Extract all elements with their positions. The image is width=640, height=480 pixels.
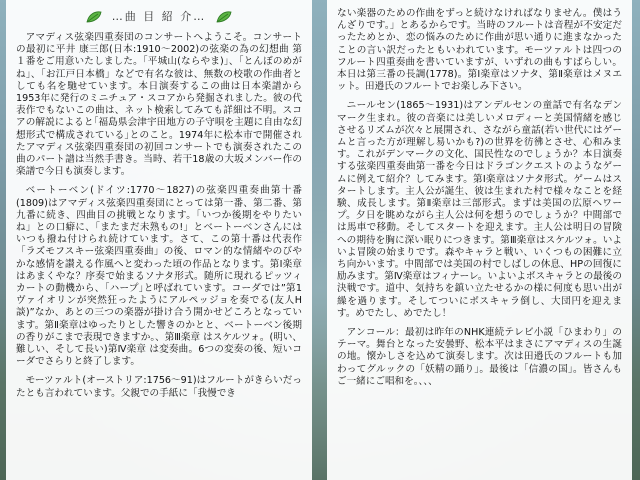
paragraph-nielsen: ニールセン(1865〜1931)はアンデルセンの童話で有名なデンマーク生まれ。彼の音楽には美しいメロディーと美国情緒を感じさせるリズムが次々と展開され、さながら童話(若い世代にはゲームと言った方が理解し易いかも?)の世界を彷彿とさせ、心和みます。これがデンマークの文化、国民性なのでしょうか？本日演奏する弦楽四重奏曲第一番を今日はドラゴンクエストのようなゲームに例えて紹介？してみます。第Ⅰ楽章はソナタ形式。ゲームはスタートします。主人公が誕生、彼は生まれた村で様々なことを経験、成長します。第Ⅱ楽章は三部形式。まずは美国の広原ヘワープ。夕日を眺めながら主人公は何を想うのでしょうか？中間部では馬車で移動。そしてスタートを迎えます。主人公は明日の冒険への期待を胸に深い眠りにつきます。第Ⅲ楽章はスケルツォ。いよいよ冒険の始まりです。森やキャラと戦い、いくつもの困難に立ち向かいます。中間部では美国の村でしばしの休息、HPの回復に励みます。第Ⅳ楽章はフィナーレ。いよいよボスキャラとの最後の決戦です。道中、気持ちを鎮い立たせるかの様に何度も思い出が繰を過ります。そしてついにボスキャラ倒し、大団円を迎えます。めでたし、めでたし！ <box>337 100 622 319</box>
right-column <box>327 0 632 480</box>
left-column <box>6 0 312 480</box>
paragraph-encore: アンコール：最初は昨年のNHK連続テレビ小説「ひまわり」のテーマ。舞台となった安曇野、松本平はまさにアマディスの生誕の地。懐かしさを込めて演奏します。次は田邉氏のフルートも加わってグルックの「妖精の踊り」。最後は「信濃の国」。皆さんもご一緒にご唱和を。、、、 <box>337 327 622 387</box>
paragraph-mozart-cont: ない楽器のための作曲をずっと続けなければなりません。僕はうんざりです。」とあるからです。当時のフルートは音程が不安定だったためとか、恋の悩みのために作曲が思い通りに進まなかったことの言い訳だったともいわれています。モーツァルトは四つのフルート四重奏曲を書いていますが、いずれの曲もすばらしい。本日は第三番の長調(1778)。第Ⅰ楽章はソナタ、第Ⅱ楽章はメヌエット。田邉氏のフルートでお楽しみ下さい。 <box>337 8 622 93</box>
leaf-icon <box>86 11 102 23</box>
title-text: …曲 目 紹 介… <box>111 10 207 23</box>
leaf-icon <box>216 11 232 23</box>
paragraph-hirai: アマディス弦楽四重奏団のコンサートへようこそ。コンサートの最初に平井 康三郎(日本:1910〜2002)の弦楽の為の幻想曲 第１番をご用意いたしました。「平城山(ならやま)」、「とんぼのめがね」、「お江戸日本橋」などで有名な彼は、無数の校歌の作曲者としても名を馳せています。本日演奏するこの曲は日本楽譜から1953年に発行のミニチュア・スコアから発掘されました。彼の代表作でもないこの曲は、ネット検索してみても詳細は不明。スコアの解説によると｢福島県会津宇田地方の子守唄を主題に自由な幻想形式で構成されている｣とのこと。1974年に松本市で開催されたアマディス弦楽四重奏団の初回コンサートでも演奏されたこの曲のパート譜は当然手書き。当時、若干18歳の大坂メンバー作の楽譜で今日も演奏します。 <box>16 32 302 178</box>
paragraph-mozart-start: モーツァルト(オーストリア:1756〜91)はフルートがきらいだったとも言われています。父親での手紙に「我慢でき <box>16 375 302 399</box>
paragraph-beethoven: ベートーベン(ドイツ:1770〜1827)の弦楽四重奏曲第十番(1809)はアマディス弦楽四重奏団にとっては第一番、第二番、第九番に続き、四曲目の挑戦となります。「いつか後期をやりたいね」との口癖に、「またまだ未熟もの!」とベートーベンさんにはいつも撥ね付けられ続けています。さて、この第十番は代表作「ラズモフスキー弦楽四重奏曲」の後、ロマン的な情緒やのびやかな感情を讃える作風へと変わった頃の作品となります。第Ⅰ楽章はあまくやな？序奏で始まるソナタ形式。随所に現れるピッツィカートの動機から、｢ハープ｣と呼ばれています。コーダでは”第1ヴァイオリンが突然狂ったようにアルペッジョを奏でる(友人H談)”なか、あとの三つの楽器が掛け合う開かせどころとなっています。第Ⅱ楽章はゆったりとした響きのかとと、ベートーベン後期の香りがこまで表現できますか。、第Ⅲ楽章 はスケルツォ。(明い、難しい、そして長い)第Ⅳ楽章 は変奏曲。6つの変奏の後、短いコーダでさらりと終了します。 <box>16 185 302 368</box>
program-title <box>16 8 302 30</box>
